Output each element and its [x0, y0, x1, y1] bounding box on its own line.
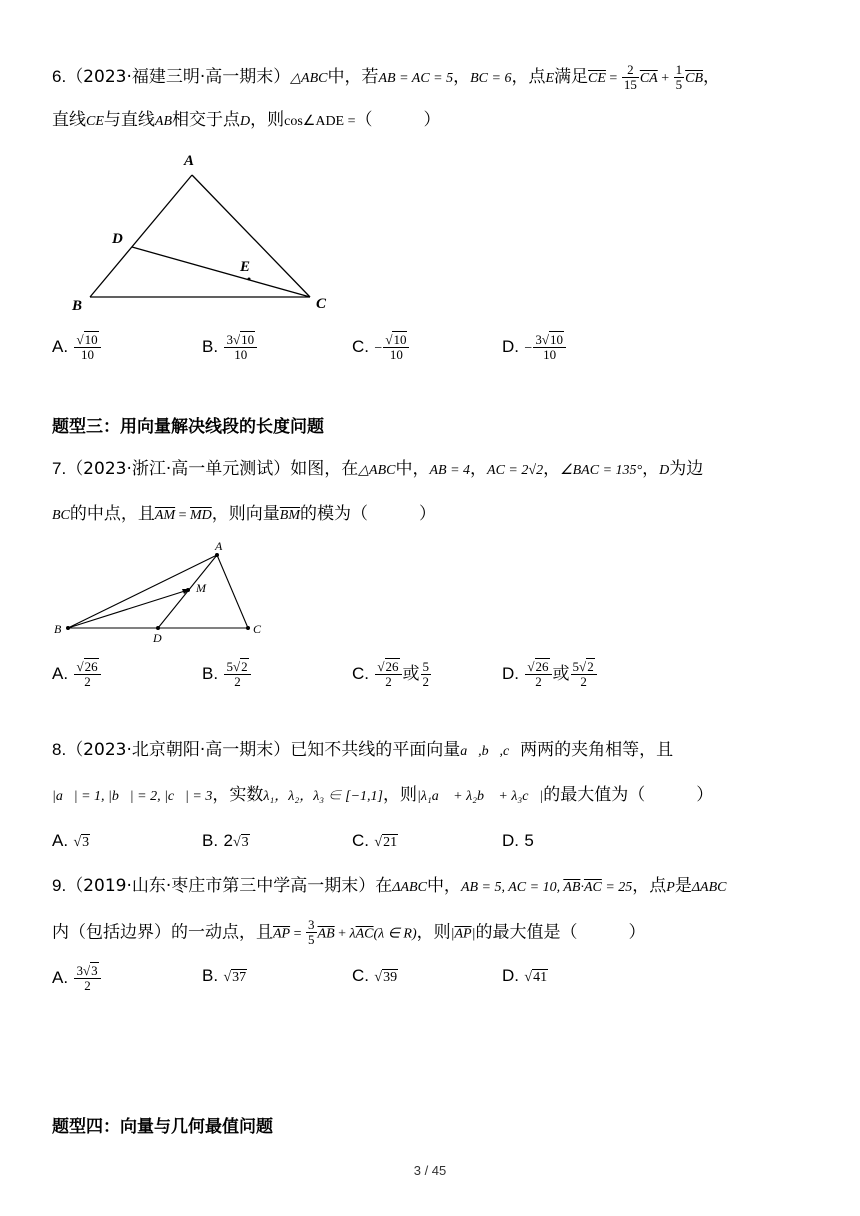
q9-option-d[interactable] [502, 964, 548, 990]
q7-opt-c-or: 或 [402, 664, 420, 684]
q9-opt-d-label: D. [502, 966, 519, 985]
q7-source: （2023·浙江·高一单元测试） [66, 459, 291, 479]
q6-label-e: E [240, 259, 251, 275]
q9-text-a: 在 [375, 876, 393, 896]
q8-option-b[interactable]: B. 2√3 [202, 831, 249, 850]
q6-l2-d: D [240, 114, 251, 129]
q7-c2: AC = 2√2 [487, 463, 544, 478]
section-heading-4: 题型四：向量与几何最值问题 [52, 1117, 273, 1137]
q6-opt-a-label: A. [52, 337, 69, 356]
q9-option-a[interactable] [52, 964, 102, 993]
q7-opt-d-label: D. [502, 664, 519, 683]
q7-tri: △ABC [358, 463, 396, 478]
q8-option-a[interactable] [52, 829, 90, 855]
q6-option-a[interactable] [52, 333, 102, 362]
q8-opt-a-label: A. [52, 831, 69, 850]
q8-lambdas: λ₁，λ₂， [263, 789, 314, 804]
q6-option-d[interactable]: D. − $\frac{3√10}{10}$ [502, 333, 567, 362]
q7-label-m: M [196, 581, 206, 595]
q6-triangle-figure [60, 145, 350, 315]
q7-opt-a-value: $\frac{√26}{2}$ [74, 660, 100, 689]
q7-opt-a-label: A. [52, 664, 69, 683]
q9-abs-ap: $|\overline{AP}|$ [450, 926, 476, 942]
q9-opt-c-value: √39 [374, 970, 398, 985]
q7-dot-a [215, 553, 219, 557]
q8-text-b: 两两的夹角相等，且 [520, 740, 674, 760]
q6-opt-c-value: $\frac{√10}{10}$ [383, 333, 409, 362]
q6-l2-e: ，则 [250, 110, 285, 130]
q6-opt-b-value: $\frac{3√10}{10}$ [224, 333, 257, 362]
q6-ask: cos∠ADE = [284, 114, 356, 129]
q7-triangle-figure [52, 536, 282, 646]
q8-opt-b-coef: 2 [223, 831, 233, 850]
q6-label-a: A [184, 153, 195, 169]
q6-opt-d-label: D. [502, 337, 519, 356]
q7-opt-c-label: C. [352, 664, 369, 683]
q9-opt-d-value: √41 [524, 970, 548, 985]
q6-opt-b-label: B. [202, 337, 219, 356]
q8-lambda3: λ₃ ∈ [−1,1] [313, 789, 383, 804]
q7-number: 7. [52, 459, 67, 478]
q7-text-b: 中， [395, 459, 430, 479]
q9-text-b: 中， [426, 876, 461, 896]
q6-label-d: D [112, 231, 123, 247]
q9-l2-b: ，则 [416, 922, 451, 943]
q7-d: D [659, 463, 670, 478]
q6-opt-a-value: $\frac{√10}{10}$ [74, 333, 100, 362]
q7-vec-am: $\overline{AM}$ [154, 508, 176, 523]
q7-line2: BC的中点，且$\overline{AM} = \overline{MD}$，则向量$\overline{BM}$的模为（ ） [52, 504, 437, 524]
q7-label-c: C [253, 622, 262, 636]
q8-opt-c-value: √21 [374, 835, 398, 850]
q7-l2-b: ，则向量 [211, 504, 280, 524]
q6-triangle: △ABC [290, 71, 328, 86]
q6-frac-2-15: $\frac{2}{15}$ [623, 62, 637, 92]
q9-vec-ap: $\overline{AP}$ [273, 926, 291, 942]
q7-option-d[interactable]: D. $\frac{√26}{2}$ 或 $\frac{5√2}{2}$ [502, 660, 598, 689]
q6-text2: ，点 [511, 67, 546, 87]
q6-l2-ce: CE [86, 114, 104, 129]
q7-l2-a: 的中点，且 [69, 504, 155, 524]
q7-vec-bm: $\overline{BM}$ [279, 508, 301, 523]
q9-source: （2019·山东·枣庄市第三中学高一期末） [66, 876, 376, 896]
q8-l2-c: 的最大值为（ ） [543, 785, 714, 805]
q7-side-ac [217, 555, 248, 628]
q9-opt-b-label: B. [202, 966, 219, 985]
q9-text-d: 是 [674, 876, 692, 896]
q6-line2 [52, 108, 830, 134]
q8-line2 [52, 783, 830, 809]
q6-text: 中，若 [327, 67, 379, 87]
q6-frac-1-5: $\frac{1}{5}$ [675, 62, 683, 92]
q6-label-c: C [316, 296, 327, 312]
q9-p: P [666, 880, 675, 895]
q7-option-c[interactable]: C. $\frac{√26}{2}$ 或 $\frac{5}{2}$ [352, 659, 430, 689]
q6-opt-d-value: $\frac{3√10}{10}$ [533, 333, 566, 362]
q9-l2-c: 的最大值是（ ） [475, 922, 646, 943]
q7-dot-d [156, 626, 160, 630]
q7-option-b[interactable] [202, 660, 252, 689]
q6-label-b: B [72, 298, 83, 314]
q6-number: 6. [52, 67, 67, 86]
q6-opt-c-label: C. [352, 337, 369, 356]
q7-c3: ∠BAC = 135° [560, 463, 643, 478]
q6-l2-ab: AB [154, 114, 172, 129]
q7-label-a: A [215, 539, 223, 553]
q9-line2: 内（包括边界）的一动点，且$\overline{AP}$ = $\frac{3}{5}$ $\overline{AB} + \lambda\overline{AC}(\lambda$ ∈ R)，则$|\overline{AP}|$的最大值是（ ） [52, 917, 646, 947]
q7-dot-b [66, 626, 70, 630]
q6-option-c[interactable]: C. − $\frac{√10}{10}$ [352, 333, 410, 362]
q9-conditions: AB = 5, AC = 10, $\overline{AB}\cdot\overline{AC} = 25$ [460, 880, 633, 895]
q6-paren: （ ） [355, 110, 441, 130]
q7-c1: AB = 4 [429, 463, 471, 478]
q8-option-d[interactable] [502, 829, 534, 853]
q7-opt-b-value: $\frac{5√2}{2}$ [224, 660, 250, 689]
q8-opt-a-value: √3 [73, 835, 90, 850]
q9-text-c: ，点 [632, 876, 667, 896]
q8-opt-b-label: B. [202, 831, 219, 850]
q6-point-e-dot [248, 278, 251, 281]
q7-label-b: B [54, 622, 62, 636]
q6-option-b[interactable] [202, 333, 258, 362]
q7-label-d: D [153, 631, 162, 645]
q7-option-a[interactable] [52, 660, 102, 689]
q9-l2-a: 内（包括边界）的一动点，且 [52, 922, 273, 943]
q8-text-a: 已知不共线的平面向量 [290, 740, 461, 760]
q8-opt-c-label: C. [352, 831, 369, 850]
page-number: 3 / 45 [413, 1163, 447, 1178]
q8-line1 [52, 738, 830, 764]
q8-number: 8. [52, 740, 67, 759]
q9-opt-c-label: C. [352, 966, 369, 985]
q8-option-c[interactable] [352, 829, 398, 855]
q7-dot-m [186, 588, 190, 592]
q8-magnitudes: |a⃗| = 1, |b⃗| = 2, |c⃗| = 3 [52, 789, 213, 804]
q6-point-e: E [545, 71, 555, 86]
q7-line1: 7.（2023·浙江·高一单元测试）如图，在△ABC中，AB = 4，AC = 2√2，∠BAC = 135°，D为边 [52, 459, 704, 479]
q7-dot-c [246, 626, 250, 630]
q9-option-b[interactable] [202, 964, 247, 990]
q7-text-c: 为边 [669, 459, 704, 479]
q7-l2-c: 的模为（ ） [300, 504, 437, 524]
q6-segment-dc [132, 247, 310, 297]
q7-opt-d-or: 或 [552, 664, 570, 684]
q8-l2-b: ，则 [382, 785, 417, 805]
q6-line1: 6.（2023·福建三明·高一期末）△ABC中，若AB = AC = 5，BC = 6，点E满足$\overline{CE}$ = $\frac{2}{15}$ $\overline{CA}$ + $\frac{1}{5}$ $\overline{CB}$， [52, 62, 721, 92]
q6-l2-b: 与直线 [103, 110, 155, 130]
q6-side-ac [192, 175, 310, 297]
q6-cond1: AB = AC = 5 [378, 71, 454, 86]
q6-l2-c: 相交于点 [172, 110, 240, 130]
q6-source: （2023·福建三明·高一期末） [66, 67, 291, 87]
q8-opt-d-value: 5 [524, 831, 534, 850]
q7-side-ab [68, 555, 217, 628]
section-heading-3: 题型三：用向量解决线段的长度问题 [52, 417, 324, 437]
q9-option-c[interactable] [352, 964, 398, 990]
q7-vec-md: $\overline{MD}$ [190, 508, 212, 523]
q8-l2-a: ，实数 [212, 785, 264, 805]
q6-vec-ce: $\overline{CE}$ [588, 71, 606, 86]
q8-expression: |λ₁a⃗ + λ₂b⃗ + λ₃c⃗| [416, 789, 544, 804]
q7-text-a: 如图，在 [290, 459, 359, 479]
q6-side-ab [90, 175, 192, 297]
q6-text3: 满足 [554, 67, 589, 87]
q6-cond2: BC = 6 [470, 71, 512, 86]
q9-number: 9. [52, 876, 67, 895]
q9-opt-b-value: √37 [223, 970, 247, 985]
q9-opt-a-label: A. [52, 968, 69, 987]
q8-vectors: a⃗,b⃗,c⃗ [460, 744, 521, 759]
q8-opt-d-label: D. [502, 831, 519, 850]
q9-opt-a-value: $\frac{3√3}{2}$ [74, 964, 100, 993]
q8-source: （2023·北京朝阳·高一期末） [66, 740, 291, 760]
q7-opt-b-label: B. [202, 664, 219, 683]
q7-segment-bm [68, 590, 188, 628]
q9-line1: 9.（2019·山东·枣庄市第三中学高一期末）在ΔABC中，AB = 5, AC = 10, $\overline{AB}\cdot\overline{AC} = 25$，点P是ΔABC [52, 876, 727, 896]
q6-l2-a: 直线 [52, 110, 86, 130]
q7-bc: BC [52, 508, 70, 523]
